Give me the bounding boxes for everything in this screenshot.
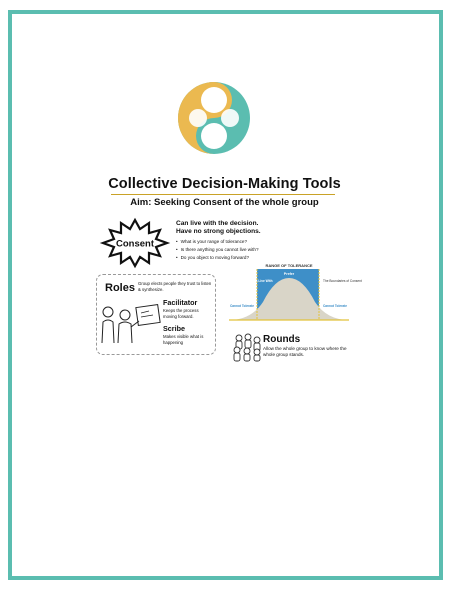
roles-description: Group elects people they trust to listen & synthesize. bbox=[138, 281, 212, 292]
page-title: Collective Decision-Making Tools bbox=[108, 176, 341, 192]
title-divider bbox=[111, 194, 335, 195]
consent-question: • Do you object to moving forward? bbox=[176, 254, 259, 262]
consent-question: • What is your range of tolerance? bbox=[176, 238, 259, 246]
tolerance-cannot-left: Cannot Tolerate bbox=[229, 304, 255, 308]
consent-questions bbox=[176, 238, 259, 263]
facilitator-description: Keeps the process moving forward. bbox=[163, 308, 199, 319]
aim-subtitle: Aim: Seeking Consent of the whole group bbox=[130, 197, 319, 208]
logo-icon bbox=[176, 80, 252, 156]
range-of-tolerance-diagram bbox=[229, 262, 362, 324]
consent-burst-icon bbox=[102, 219, 168, 267]
scribe-description: Makes visible what is happening bbox=[163, 334, 204, 345]
facilitator-title: Facilitator bbox=[163, 298, 198, 307]
rounds-description: Allow the whole group to know where the whole group stands. bbox=[263, 346, 347, 357]
consent-label: Consent bbox=[116, 238, 154, 250]
tolerance-boundaries: The Boundaries of Consent bbox=[323, 279, 362, 283]
consent-heading-line2: Have no strong objections. bbox=[176, 228, 261, 235]
consent-heading-line1: Can live with the decision. bbox=[176, 220, 259, 227]
rounds-title: Rounds bbox=[263, 334, 301, 345]
scribe-title: Scribe bbox=[163, 324, 185, 333]
tolerance-prefer: Prefer bbox=[283, 272, 295, 276]
people-sketch-icon bbox=[99, 303, 161, 345]
group-circle-icon bbox=[232, 334, 262, 362]
tolerance-cannot-right: Cannot Tolerate bbox=[322, 304, 348, 308]
roles-title: Roles bbox=[105, 282, 135, 294]
consent-heading bbox=[176, 220, 261, 236]
tolerance-can-live-with: Can Live With bbox=[251, 279, 273, 283]
consent-question: • Is there anything you cannot live with? bbox=[176, 246, 259, 254]
tolerance-heading: RANGE OF TOLERANCE bbox=[265, 263, 313, 268]
